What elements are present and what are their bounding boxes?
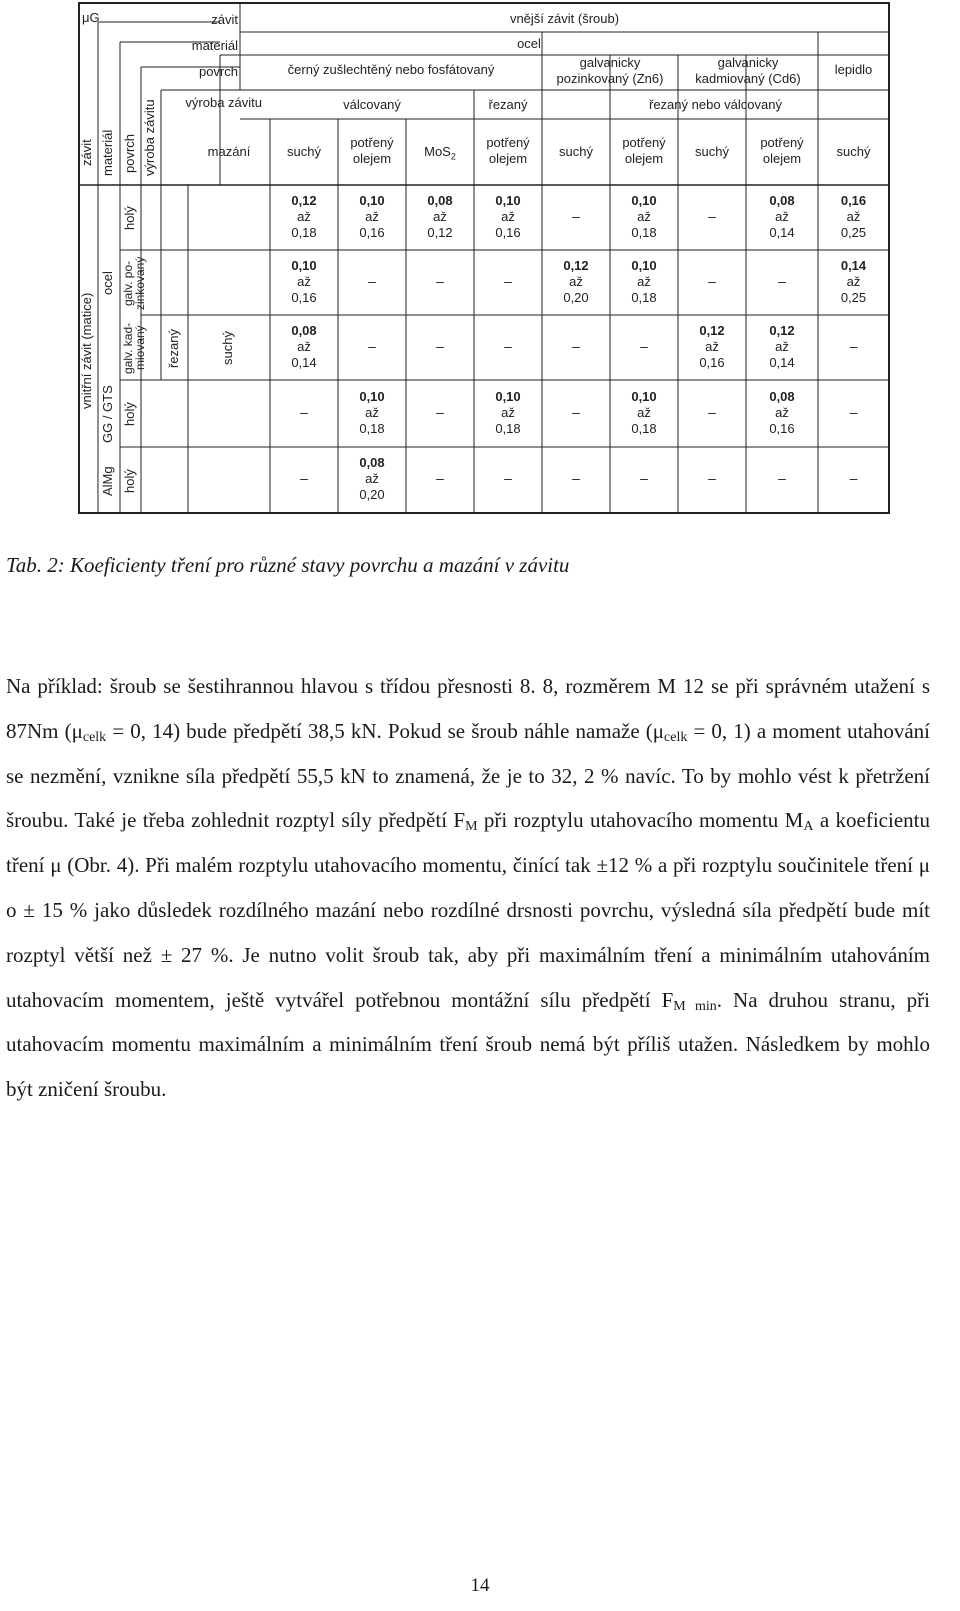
lubrication-header-cell — [746, 135, 818, 167]
lubrication-label-line2: olejem — [488, 151, 528, 166]
table-cell-empty: – — [708, 207, 716, 224]
row-label-ocel: ocel — [100, 271, 115, 295]
cell-max-value: 0,14 — [291, 354, 317, 370]
table-cell — [610, 258, 678, 306]
cell-max-value: 0,16 — [359, 224, 385, 240]
cell-max-value: 0,18 — [291, 224, 317, 240]
cell-range-word: až — [501, 208, 515, 224]
cell-range-word: až — [775, 338, 789, 354]
lubrication-label: potřený — [486, 135, 530, 150]
cell-max-value: 0,16 — [699, 354, 725, 370]
cell-range-word: až — [775, 404, 789, 420]
lubrication-header-cell — [338, 135, 406, 167]
row-label-holy-1: holý — [122, 206, 137, 230]
table-cell-empty: – — [436, 470, 444, 486]
cell-max-value: 0,16 — [769, 420, 795, 436]
table-cell-empty: – — [708, 403, 716, 420]
cell-min-value: 0,10 — [359, 388, 385, 404]
table-cell — [746, 323, 818, 371]
lubrication-label: potřený — [760, 135, 804, 150]
table-cell — [474, 389, 542, 437]
body-paragraph — [6, 664, 930, 1112]
header-cd-line1: galvanicky — [717, 55, 779, 70]
row-label-galv-cd — [121, 318, 147, 378]
cell-range-word: až — [637, 208, 651, 224]
table-cell-empty: – — [436, 272, 444, 289]
cell-max-value: 0,16 — [291, 289, 317, 305]
table-cell-empty: – — [849, 403, 858, 420]
para-text-3: = 0, 1) a moment utahování se nezmění, vznikne síla předpětí 55,5 kN to znamená, že je to 32, 2 % navíc. To by mohlo vést k přetržení šroubu. Také je třeba zohlednit rozptyl síly předpětí F — [6, 718, 930, 833]
cell-max-value: 0,20 — [563, 289, 589, 305]
cell-range-word: až — [433, 208, 447, 224]
para-text-2: = 0, 14) bude předpětí 38,5 kN. Pokud se šroub náhle namaže (μ — [106, 718, 665, 743]
table-cell-empty: – — [849, 337, 858, 354]
lubrication-header-cell — [474, 135, 542, 167]
row-label-almg: AlMg — [100, 466, 115, 496]
para-text-4: při rozptylu utahovacího momentu M — [477, 808, 804, 833]
cell-max-value: 0,16 — [495, 224, 521, 240]
table-cell — [474, 193, 542, 241]
table-cell-empty: – — [504, 272, 512, 289]
header-zn — [542, 55, 678, 87]
lubrication-label: suchý — [695, 144, 729, 159]
para-sub-2: celk — [664, 729, 688, 745]
cell-max-value: 0,14 — [769, 354, 795, 370]
table-caption: Tab. 2: Koeficienty tření pro různé stavy povrchu a mazání v závitu — [6, 553, 570, 577]
cell-min-value: 0,12 — [699, 322, 725, 338]
cell-range-word: až — [297, 208, 311, 224]
vheader-povrch: povrch — [122, 133, 137, 173]
header-cd — [678, 55, 818, 87]
cell-range-word: až — [569, 273, 583, 289]
lubrication-header-cell — [678, 144, 746, 160]
header-cd-line2: kadmiovaný (Cd6) — [695, 71, 801, 86]
header-rezany: řezaný — [488, 97, 528, 112]
cell-min-value: 0,08 — [359, 455, 385, 470]
cell-range-word: až — [775, 208, 789, 224]
header-label-povrch: povrch — [198, 64, 238, 79]
table-cell-empty: – — [778, 272, 786, 289]
lubrication-label: MoS — [424, 144, 451, 159]
para-sub-1: celk — [82, 729, 107, 745]
table-cell-empty: – — [640, 337, 648, 354]
lubrication-label: suchý — [287, 144, 321, 159]
table-cell-empty: – — [504, 470, 512, 486]
cell-max-value: 0,18 — [631, 289, 657, 305]
lubrication-header-cell — [542, 144, 610, 160]
table-cell — [746, 193, 818, 241]
header-ocel: ocel — [517, 36, 541, 51]
table-cell — [818, 193, 889, 241]
table-cell-empty: – — [708, 470, 716, 486]
para-sub-5: M min — [673, 998, 717, 1014]
lubrication-label: suchý — [559, 144, 593, 159]
table-cell — [610, 193, 678, 241]
lubrication-label-line2: olejem — [624, 151, 664, 166]
row-label-vnitrni: vnitřní závit (matice) — [79, 292, 94, 410]
cell-min-value: 0,10 — [495, 388, 521, 404]
cell-min-value: 0,10 — [631, 192, 657, 208]
row-label-galv-zn — [121, 254, 147, 312]
table-cell — [818, 258, 889, 306]
cell-range-word: až — [846, 208, 861, 224]
table-cell-empty: – — [504, 337, 512, 354]
lubrication-label-line2: olejem — [762, 151, 802, 166]
lubrication-label-line2: olejem — [352, 151, 392, 166]
vheader-vyroba: výroba závitu — [142, 99, 157, 177]
cell-max-value: 0,14 — [769, 224, 795, 240]
table-cell — [338, 389, 406, 437]
table-cell — [406, 193, 474, 241]
para-text-6: . Na druhou stranu, při utahovacím momentu maximálním a minimálním tření šroub nemá být příliš utažen. Následkem by mohlo být zničení šroubu. — [6, 987, 930, 1102]
table-cell-empty: – — [368, 337, 376, 354]
header-valcovany: válcovaný — [343, 97, 401, 112]
header-label-mazani: mazání — [207, 144, 251, 159]
cell-min-value: 0,16 — [840, 192, 867, 208]
table-cell-empty: – — [849, 470, 858, 486]
header-cerny: černý zušlechtěný nebo fosfátovaný — [287, 62, 495, 77]
cell-range-word: až — [365, 404, 379, 420]
cell-min-value: 0,14 — [840, 257, 867, 273]
table-cell — [746, 389, 818, 437]
table-cell — [270, 193, 338, 241]
table-cell — [678, 323, 746, 371]
lubrication-header-cell — [610, 135, 678, 167]
table-cell-empty: – — [436, 403, 444, 420]
row-label-holy-2: holý — [122, 402, 137, 426]
cell-max-value: 0,20 — [359, 487, 385, 502]
row-label-holy-3: holý — [122, 469, 137, 493]
cell-min-value: 0,12 — [769, 322, 795, 338]
row-label-galv-zn-1: galv. po- — [121, 260, 135, 306]
cell-range-word: až — [846, 273, 861, 289]
cell-min-value: 0,12 — [291, 192, 317, 208]
cell-range-word: až — [297, 273, 311, 289]
header-zn-line1: galvanicky — [579, 55, 641, 70]
cell-min-value: 0,10 — [631, 257, 657, 273]
vheader-zavit: závit — [79, 139, 94, 167]
cell-range-word: až — [637, 273, 651, 289]
header-label-vyroba: výroba závitu — [185, 95, 262, 110]
table-cell-empty: – — [778, 470, 786, 486]
lubrication-label-sub: 2 — [450, 151, 456, 162]
table-cell-empty: – — [572, 470, 580, 486]
row-label-galv-cd-1: galv. kad- — [121, 322, 135, 374]
table-cell — [270, 258, 338, 306]
table-cell-empty: – — [300, 470, 308, 486]
cell-range-word: až — [365, 208, 379, 224]
row-label-galv-zn-2: zinkovaný — [133, 256, 147, 310]
row-label-gg: GG / GTS — [100, 385, 115, 443]
row-label-galv-cd-2: miovaný — [133, 325, 147, 371]
cell-min-value: 0,10 — [495, 192, 521, 208]
cell-range-word: až — [637, 404, 651, 420]
header-lepidlo: lepidlo — [834, 62, 873, 77]
table-cell — [610, 389, 678, 437]
cell-max-value: 0,25 — [840, 289, 867, 305]
cell-max-value: 0,25 — [840, 224, 867, 240]
vheader-material: materiál — [100, 129, 115, 177]
friction-coefficient-table — [78, 2, 890, 515]
page-number: 14 — [470, 1575, 490, 1596]
cell-min-value: 0,08 — [291, 322, 317, 338]
header-label-material: materiál — [191, 38, 238, 53]
table-cell-empty: – — [572, 207, 580, 224]
cell-min-value: 0,08 — [769, 192, 795, 208]
header-label-zavit: závit — [211, 12, 238, 27]
table-cell — [338, 193, 406, 241]
cell-max-value: 0,18 — [495, 420, 521, 436]
table-cell — [270, 323, 338, 371]
lubrication-header-cell — [406, 144, 474, 165]
para-text-1: Na příklad: šroub se šestihrannou hlavou s třídou přesnosti 8. 8, rozměrem M 12 se při správném utažení s 87Nm (μ — [6, 674, 930, 743]
lubrication-label: suchý — [836, 144, 871, 159]
cell-min-value: 0,10 — [631, 388, 657, 404]
table-cell-empty: – — [572, 403, 580, 420]
mu-g-label: μG — [82, 10, 100, 25]
para-sub-3: M — [465, 819, 478, 835]
header-vnejsi-zavit: vnější závit (šroub) — [509, 11, 620, 26]
cell-range-word: až — [297, 338, 311, 354]
lubrication-header-cell — [818, 144, 889, 160]
cell-max-value: 0,12 — [427, 224, 453, 240]
table-cell — [542, 258, 610, 306]
cell-min-value: 0,08 — [427, 192, 453, 208]
header-zn-line2: pozinkovaný (Zn6) — [556, 71, 664, 86]
cell-min-value: 0,10 — [359, 192, 385, 208]
cell-range-word: až — [365, 471, 379, 486]
table-cell-empty: – — [572, 337, 580, 354]
table-cell-empty: – — [708, 272, 716, 289]
row-label-rezany: řezaný — [166, 328, 181, 368]
lubrication-header-cell — [270, 144, 338, 160]
cell-max-value: 0,18 — [359, 420, 385, 436]
table-cell-empty: – — [368, 272, 376, 289]
para-text-5: a koeficientu tření μ (Obr. 4). Při malém rozptylu utahovacího momentu, činící tak ±12 % a při rozptylu součinitele tření μ o ± 15 % jako důsledek rozdílného mazání nebo rozdílné drsnosti povrchu, výsledná síla předpětí bude mít rozptyl větší než ± 27 %. Je nutno volit šroub tak, aby při maximálním tření a minimálním utahováním utahovacím momentem, ještě vytvářel potřebnou montážní sílu předpětí F — [6, 808, 930, 1012]
cell-min-value: 0,08 — [769, 388, 795, 404]
cell-min-value: 0,12 — [563, 257, 589, 273]
table-cell — [338, 455, 406, 503]
cell-max-value: 0,18 — [631, 420, 657, 436]
cell-range-word: až — [501, 404, 515, 420]
table-cell-empty: – — [640, 470, 648, 486]
header-rezany-nebo-valcovany: řezaný nebo válcovaný — [649, 97, 782, 112]
table-cell-empty: – — [436, 337, 444, 354]
para-sub-4: A — [803, 819, 814, 835]
cell-min-value: 0,10 — [291, 257, 317, 273]
table-cell-empty: – — [300, 403, 308, 420]
lubrication-label: potřený — [350, 135, 394, 150]
lubrication-label: potřený — [622, 135, 666, 150]
row-label-suchy: suchý — [220, 331, 235, 365]
cell-max-value: 0,18 — [631, 224, 657, 240]
cell-range-word: až — [705, 338, 719, 354]
